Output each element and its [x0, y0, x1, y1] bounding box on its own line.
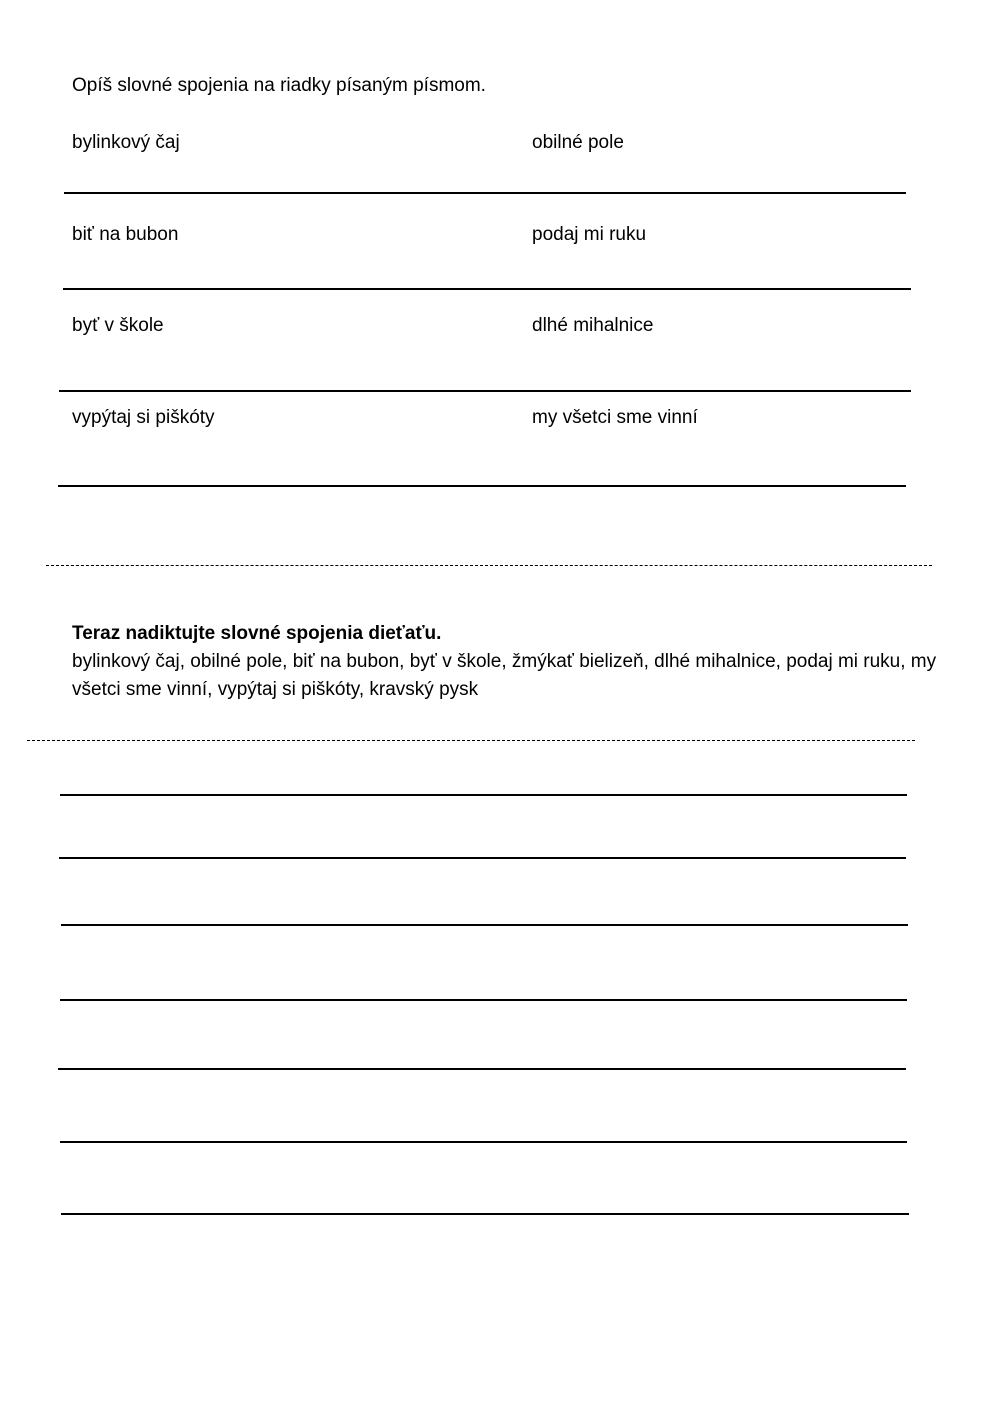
dictation-text: bylinkový čaj, obilné pole, biť na bubon, byť v škole, žmýkať bielizeň, dlhé mihalnice, podaj mi ruku, my všetci sme vinní, vypýtaj si piškóty, kravský pysk	[72, 651, 937, 700]
writing-line[interactable]	[64, 192, 906, 194]
writing-line[interactable]	[61, 1213, 909, 1215]
writing-line[interactable]	[58, 1068, 906, 1070]
writing-line[interactable]	[60, 794, 907, 796]
writing-line[interactable]	[59, 390, 911, 392]
phrase-right-2: podaj mi ruku	[532, 224, 647, 245]
dictation-title: Teraz nadiktujte slovné spojenia dieťaťu.	[72, 623, 442, 644]
phrase-left-1: bylinkový čaj	[72, 132, 180, 153]
writing-line[interactable]	[60, 1141, 907, 1143]
phrase-right-1: obilné pole	[532, 132, 624, 153]
writing-line[interactable]	[59, 857, 906, 859]
writing-line[interactable]	[61, 924, 908, 926]
phrase-left-2: biť na bubon	[72, 224, 179, 245]
phrase-right-4: my všetci sme vinní	[532, 407, 698, 428]
phrase-left-3: byť v škole	[72, 315, 164, 336]
instruction-text: Opíš slovné spojenia na riadky písaným písmom.	[72, 75, 486, 96]
cut-line	[27, 740, 915, 741]
writing-line[interactable]	[58, 485, 906, 487]
dictation-section	[72, 620, 952, 704]
writing-line[interactable]	[60, 999, 907, 1001]
phrase-right-3: dlhé mihalnice	[532, 315, 654, 336]
phrase-left-4: vypýtaj si piškóty	[72, 407, 215, 428]
writing-line[interactable]	[63, 288, 911, 290]
cut-line	[46, 565, 932, 566]
